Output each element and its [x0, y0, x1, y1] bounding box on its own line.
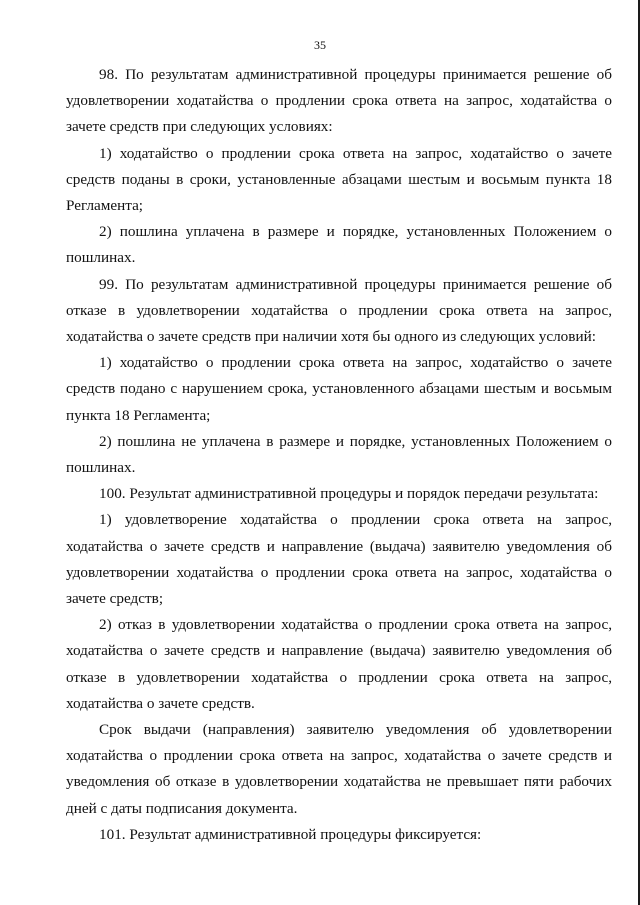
document-body — [66, 62, 612, 848]
paragraph-100-item-2: 2) отказ в удовлетворении ходатайства о продлении срока ответа на запрос, ходатайства о зачете средств и направление (выдача) заявителю уведомления об отказе в удовлетворении ходатайства о продлении срока ответа на запрос, ходатайства о зачете средств. — [66, 616, 612, 712]
paragraph-100: 100. Результат административной процедуры и порядок передачи результата: — [99, 485, 599, 503]
paragraph-98-item-2: 2) пошлина уплачена в размере и порядке, установленных Положением о пошлинах. — [66, 223, 612, 267]
paragraph-98-item-1: 1) ходатайство о продлении срока ответа на запрос, ходатайство о зачете средств поданы в сроки, установленные абзацами шестым и восьмым пункта 18 Регламента; — [66, 144, 612, 215]
page-number: 35 — [314, 38, 326, 52]
paragraph-100-item-1: 1) удовлетворение ходатайства о продлении срока ответа на запрос, ходатайства о зачете средств и направление (выдача) заявителю уведомления об удовлетворении ходатайства о продлении срока ответа на запрос, ходатайства о зачете средств; — [66, 511, 612, 608]
paragraph-101: 101. Результат административной процедуры фиксируется: — [99, 825, 482, 843]
paragraph-100-deadline: Срок выдачи (направления) заявителю уведомления об удовлетворении ходатайства о продлении срока ответа на запрос, ходатайства о зачете средств и уведомления об отказе в удовлетворении ходатайства не превышает пяти рабочих дней с даты подписания документа. — [66, 721, 612, 817]
paragraph-98: 98. По результатам административной процедуры принимается решение об удовлетворении ходатайства о продлении срока ответа на запрос, ходатайства о зачете средств при следующих условиях: — [66, 66, 612, 136]
paragraph-99: 99. По результатам административной процедуры принимается решение об отказе в удовлетворении ходатайства о продлении срока ответа на запрос, ходатайства о зачете средств при наличии хотя бы одного из следующих условий: — [66, 275, 612, 346]
paragraph-99-item-2: 2) пошлина не уплачена в размере и порядке, установленных Положением о пошлинах. — [66, 432, 612, 477]
paragraph-99-item-1: 1) ходатайство о продлении срока ответа на запрос, ходатайство о зачете средств подано с нарушением срока, установленного абзацами шестым и восьмым пункта 18 Регламента; — [66, 354, 612, 424]
